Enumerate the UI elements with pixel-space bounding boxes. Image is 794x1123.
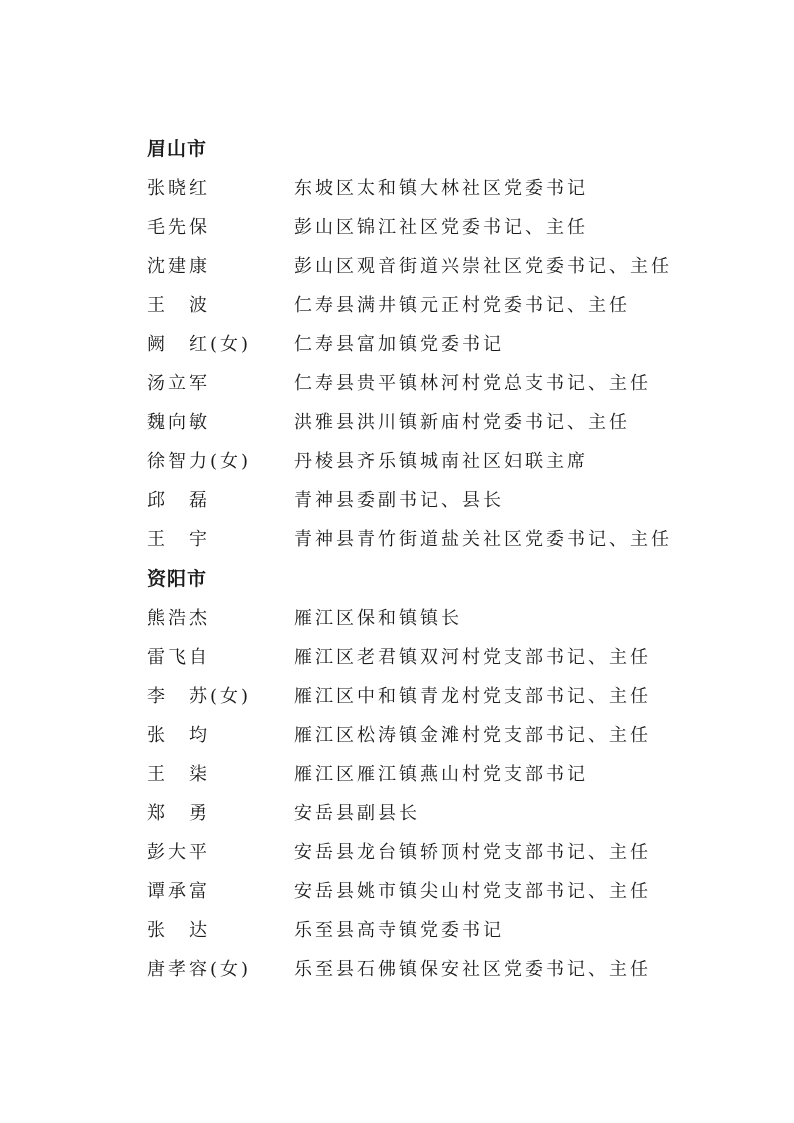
list-item bbox=[147, 716, 707, 755]
section-ziyang bbox=[147, 560, 707, 989]
list-item bbox=[147, 833, 707, 872]
person-title: 彭山区锦江社区党委书记、主任 bbox=[294, 217, 588, 238]
person-name: 彭大平 bbox=[147, 842, 210, 863]
person-name: 谭承富 bbox=[147, 881, 210, 902]
list-item bbox=[147, 169, 707, 208]
person-title: 雁江区中和镇青龙村党支部书记、主任 bbox=[294, 686, 651, 707]
person-title: 丹棱县齐乐镇城南社区妇联主席 bbox=[294, 451, 588, 472]
person-title: 仁寿县满井镇元正村党委书记、主任 bbox=[294, 295, 630, 316]
person-name: 雷飞自 bbox=[147, 647, 210, 668]
list-item bbox=[147, 872, 707, 911]
person-name: 王 波 bbox=[147, 295, 210, 316]
list-item bbox=[147, 442, 707, 481]
person-title: 雁江区松涛镇金滩村党支部书记、主任 bbox=[294, 725, 651, 746]
list-item bbox=[147, 208, 707, 247]
person-name: 汤立军 bbox=[147, 373, 210, 394]
list-item bbox=[147, 247, 707, 286]
person-name: 徐智力(女) bbox=[147, 451, 252, 472]
person-title: 乐至县石佛镇保安社区党委书记、主任 bbox=[294, 959, 651, 980]
person-title: 青神县青竹街道盐关社区党委书记、主任 bbox=[294, 529, 672, 550]
person-title: 彭山区观音街道兴崇社区党委书记、主任 bbox=[294, 256, 672, 277]
section-heading: 资阳市 bbox=[147, 568, 208, 590]
person-title: 洪雅县洪川镇新庙村党委书记、主任 bbox=[294, 412, 630, 433]
person-title: 东坡区太和镇大林社区党委书记 bbox=[294, 178, 588, 199]
person-name: 张 达 bbox=[147, 920, 210, 941]
list-item bbox=[147, 638, 707, 677]
person-title: 雁江区老君镇双河村党支部书记、主任 bbox=[294, 647, 651, 668]
person-name: 唐孝容(女) bbox=[147, 959, 252, 980]
person-title: 雁江区雁江镇燕山村党支部书记 bbox=[294, 764, 588, 785]
person-name: 王 柒 bbox=[147, 764, 210, 785]
list-item bbox=[147, 599, 707, 638]
list-item bbox=[147, 403, 707, 442]
person-name: 王 宇 bbox=[147, 529, 210, 550]
person-title: 仁寿县贵平镇林河村党总支书记、主任 bbox=[294, 373, 651, 394]
list-item bbox=[147, 481, 707, 520]
list-item bbox=[147, 911, 707, 950]
list-item bbox=[147, 325, 707, 364]
person-name: 邱 磊 bbox=[147, 490, 210, 511]
list-item bbox=[147, 794, 707, 833]
person-title: 安岳县龙台镇轿顶村党支部书记、主任 bbox=[294, 842, 651, 863]
person-name: 魏向敏 bbox=[147, 412, 210, 433]
person-name: 熊浩杰 bbox=[147, 608, 210, 629]
list-item bbox=[147, 286, 707, 325]
person-name: 郑 勇 bbox=[147, 803, 210, 824]
person-name: 张晓红 bbox=[147, 178, 210, 199]
person-title: 安岳县副县长 bbox=[294, 803, 420, 824]
person-title: 仁寿县富加镇党委书记 bbox=[294, 334, 504, 355]
person-name: 沈建康 bbox=[147, 256, 210, 277]
person-name: 阙 红(女) bbox=[147, 334, 252, 355]
person-title: 乐至县高寺镇党委书记 bbox=[294, 920, 504, 941]
list-item bbox=[147, 364, 707, 403]
list-item bbox=[147, 755, 707, 794]
list-item bbox=[147, 520, 707, 559]
person-name: 张 均 bbox=[147, 725, 210, 746]
person-title: 雁江区保和镇镇长 bbox=[294, 608, 462, 629]
section-meishan bbox=[147, 130, 707, 559]
list-item bbox=[147, 950, 707, 989]
person-title: 青神县委副书记、县长 bbox=[294, 490, 504, 511]
person-title: 安岳县姚市镇尖山村党支部书记、主任 bbox=[294, 881, 651, 902]
section-heading: 眉山市 bbox=[147, 138, 208, 160]
person-name: 毛先保 bbox=[147, 217, 210, 238]
list-item bbox=[147, 677, 707, 716]
person-name: 李 苏(女) bbox=[147, 686, 252, 707]
